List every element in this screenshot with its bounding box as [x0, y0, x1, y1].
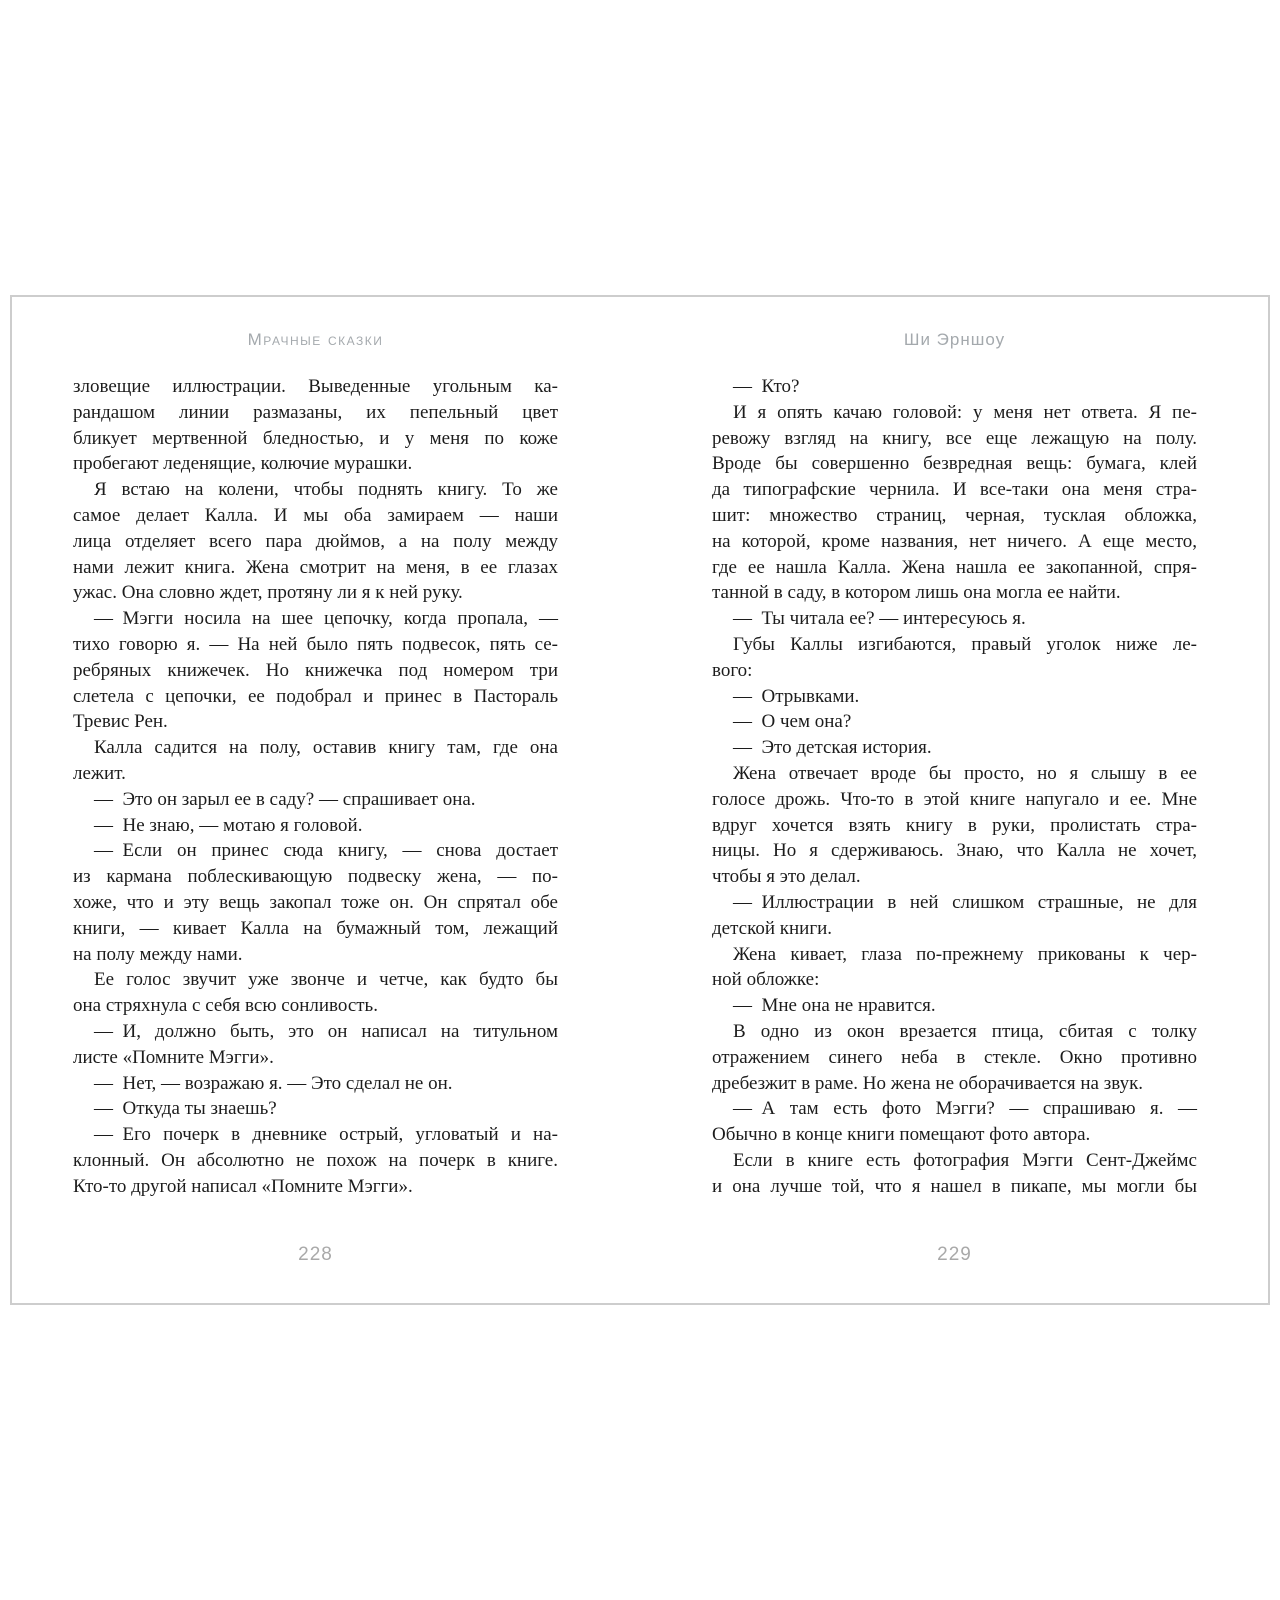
text-line: Жена кивает, глаза по-прежнему прикованы к чер-: [733, 943, 1197, 965]
text-line: — И, должно быть, это он написал на титульном: [94, 1020, 558, 1042]
text-line: лежит.: [73, 762, 126, 784]
page-body: [712, 374, 1197, 1200]
text-line: Если в книге есть фотография Мэгги Сент-Джеймс: [733, 1149, 1197, 1171]
text-line: — Если он принес сюда книгу, — снова достает: [94, 840, 558, 862]
text-line: из кармана поблескивающую подвеску жена, — по-: [73, 866, 558, 888]
text-line: отражением синего неба в стекле. Окно противно: [712, 1046, 1197, 1068]
text-line: Ее голос звучит уже звонче и четче, как будто бы: [94, 969, 558, 991]
text-line: пробегают леденящие, колючие мурашки.: [73, 453, 413, 475]
text-line: Жена отвечает вроде бы просто, но я слышу в ее: [733, 762, 1197, 784]
text-line: ужас. Она словно ждет, протяну ли я к ней руку.: [73, 582, 463, 604]
text-line: вого:: [712, 659, 753, 681]
text-line: рандашом линии размазаны, их пепельный цвет: [73, 401, 558, 423]
text-line: тихо говорю я. — На ней было пять подвесок, пять се-: [73, 633, 558, 655]
text-line: слетела с цепочки, ее подобрал и принес в Пастораль: [73, 685, 558, 707]
text-line: ревожу взгляд на книгу, все еще лежащую на полу.: [712, 427, 1197, 449]
text-line: — Ты читала ее? — интересуюсь я.: [733, 608, 1026, 630]
running-header-author: Ши Эрншоу: [903, 330, 1006, 349]
text-line: на которой, кроме названия, нет ничего. А еще место,: [712, 530, 1197, 552]
text-line: И я опять качаю головой: у меня нет ответа. Я пе-: [733, 401, 1197, 423]
text-line: на полу между нами.: [73, 943, 243, 965]
text-line: — Это он зарыл ее в саду? — спрашивает она.: [94, 788, 476, 810]
text-line: самое делает Калла. И мы оба замираем — наши: [73, 504, 558, 526]
text-line: и она лучше той, что я нашел в пикапе, мы могли бы: [712, 1175, 1197, 1197]
text-line: — Откуда ты знаешь?: [94, 1098, 277, 1120]
text-line: хоже, что и эту вещь закопал тоже он. Он спрятал обе: [73, 891, 558, 913]
text-line: Губы Каллы изгибаются, правый уголок ниже ле-: [733, 633, 1197, 655]
text-line: голосе дрожь. Что-то в этой книге напугало и ее. Мне: [712, 788, 1197, 810]
text-line: да типографские чернила. И все-таки она меня стра-: [712, 479, 1197, 501]
text-line: В одно из окон врезается птица, сбитая с толку: [733, 1020, 1197, 1042]
page-number: 229: [937, 1244, 972, 1265]
book-page-right: [712, 330, 1197, 1265]
text-line: ницы. Но я сдерживаюсь. Знаю, что Калла не хочет,: [712, 840, 1197, 862]
text-line: Кто-то другой написал «Помните Мэгги».: [73, 1175, 413, 1197]
text-line: — Отрывками.: [733, 685, 860, 707]
text-line: бликует мертвенной бледностью, и у меня по коже: [73, 427, 558, 449]
text-line: лица отделяет всего пара дюймов, а на полу между: [73, 530, 558, 552]
text-line: нами лежит книга. Жена смотрит на меня, в ее глазах: [73, 556, 558, 578]
text-line: ной обложке:: [712, 969, 820, 991]
text-line: детской книги.: [712, 917, 833, 939]
text-line: — Мэгги носила на шее цепочку, когда пропала, —: [94, 608, 558, 630]
text-line: вдруг хочется взять книгу в руки, пролистать стра-: [712, 814, 1197, 836]
text-line: чтобы я это делал.: [712, 866, 861, 888]
text-line: — Нет, — возражаю я. — Это сделал не он.: [94, 1072, 453, 1094]
text-line: шит: множество страниц, черная, тусклая обложка,: [712, 504, 1197, 526]
text-line: ребряных книжечек. Но книжечка под номером три: [73, 659, 558, 681]
text-line: — А там есть фото Мэгги? — спрашиваю я. —: [733, 1098, 1197, 1120]
text-line: Обычно в конце книги помещают фото автора.: [712, 1124, 1091, 1146]
text-line: — Кто?: [733, 376, 800, 397]
book-page-left: [73, 330, 558, 1265]
text-line: она стряхнула с себя всю сонливость.: [73, 995, 378, 1017]
page-body: [73, 374, 558, 1200]
text-line: клонный. Он абсолютно не похож на почерк в книге.: [73, 1149, 558, 1171]
text-line: танной в саду, в котором лишь она могла ее найти.: [712, 582, 1121, 604]
text-line: Я встаю на колени, чтобы поднять книгу. То же: [94, 479, 558, 501]
text-line: Вроде бы совершенно безвредная вещь: бумага, клей: [712, 453, 1197, 475]
page-number: 228: [298, 1244, 333, 1265]
text-line: — Мне она не нравится.: [733, 995, 936, 1017]
text-line: — Это детская история.: [733, 737, 932, 759]
text-line: книги, — кивает Калла на бумажный том, лежащий: [73, 917, 558, 939]
running-header-title: Мрачные сказки: [247, 330, 384, 349]
text-line: — О чем она?: [733, 711, 852, 733]
text-line: Тревис Рен.: [73, 711, 168, 733]
text-line: — Иллюстрации в ней слишком страшные, не для: [733, 891, 1197, 913]
text-line: где ее нашла Калла. Жена нашла ее закопанной, спря-: [712, 556, 1197, 578]
text-line: зловещие иллюстрации. Выведенные угольным ка-: [73, 376, 558, 397]
text-line: — Его почерк в дневнике острый, угловатый и на-: [94, 1124, 558, 1146]
text-line: дребезжит в раме. Но жена не оборачивается на звук.: [712, 1072, 1144, 1094]
text-line: Калла садится на полу, оставив книгу там, где она: [94, 737, 558, 759]
text-line: — Не знаю, — мотаю я головой.: [94, 814, 363, 836]
text-line: листе «Помните Мэгги».: [73, 1046, 274, 1068]
